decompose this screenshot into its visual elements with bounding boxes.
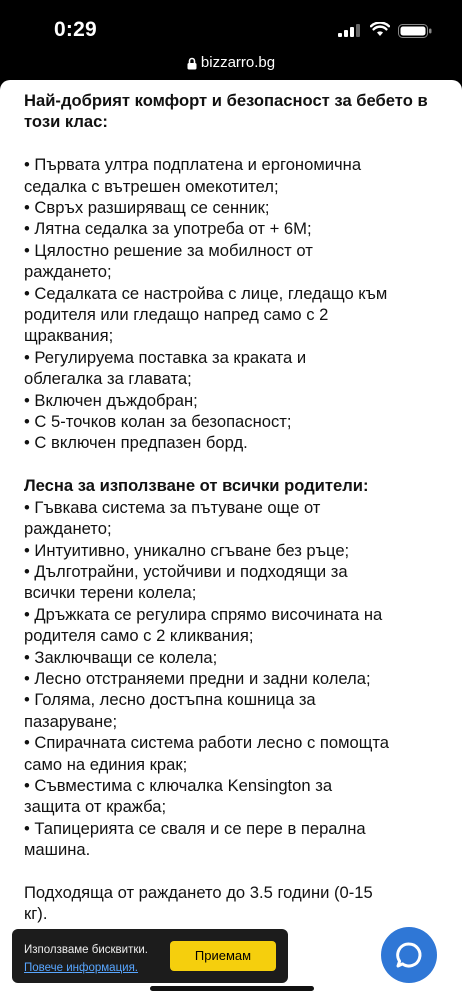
section1-title: Най-добрият комфорт и безопасност за бебето в този клас:: [24, 91, 428, 132]
page-content: [0, 80, 462, 999]
list-item: щраквания;: [24, 326, 114, 346]
wifi-icon: [370, 22, 390, 37]
list-item: • С включен предпазен борд.: [24, 433, 248, 453]
cookie-text: Използваме бисквитки.: [24, 944, 149, 956]
list-item: • Дълготрайни, устойчиви и подходящи за: [24, 561, 348, 581]
status-time: 0:29: [54, 18, 97, 41]
list-item: само на единия крак;: [24, 754, 188, 774]
battery-icon: [398, 24, 432, 38]
list-item: раждането;: [24, 262, 112, 282]
list-item: • Свръх разширяващ се сенник;: [24, 198, 270, 218]
cookie-message: [24, 941, 148, 977]
list-item: машина.: [24, 840, 91, 860]
article-text: [24, 90, 444, 925]
list-item: пазаруване;: [24, 711, 118, 731]
list-item: • Лятна седалка за употреба от + 6М;: [24, 219, 312, 239]
list-item: • Седалката се настройва с лице, гледащо към: [24, 283, 388, 303]
home-indicator: [150, 986, 314, 991]
chat-icon: [394, 940, 424, 970]
list-item: седалка с вътрешен омекотител;: [24, 176, 279, 196]
list-item: • Гъвкава система за пътуване още от: [24, 497, 321, 517]
list-item: всички терени колела;: [24, 583, 197, 603]
footer-line: кг).: [24, 904, 48, 924]
lock-icon: [187, 57, 197, 70]
list-item: • Лесно отстраняеми предни и задни колела;: [24, 668, 371, 688]
cookie-more-info-link[interactable]: Повече информация.: [24, 962, 139, 974]
list-item: • Включен дъждобран;: [24, 390, 198, 410]
cookie-banner: [12, 929, 288, 983]
list-item: • Дръжката се регулира спрямо височината на: [24, 604, 383, 624]
url-text: bizzarro.bg: [200, 54, 276, 71]
section2-title: Лесна за използване от всички родители:: [24, 476, 369, 496]
list-item: • Спирачната система работи лесно с помощта: [24, 733, 389, 753]
list-item: • С 5-точков колан за безопасност;: [24, 412, 292, 432]
list-item: • Голяма, лесно достъпна кошница за: [24, 690, 316, 710]
list-item: • Тапицерията се сваля и се пере в перална: [24, 818, 366, 838]
list-item: • Заключващи се колела;: [24, 647, 218, 667]
list-item: • Интуитивно, уникално сгъване без ръце;: [24, 540, 350, 560]
list-item: • Първата ултра подплатена и ергономична: [24, 155, 362, 175]
list-item: родителя само с 2 кликвания;: [24, 626, 254, 646]
list-item: родителя или гледащо напред само с 2: [24, 305, 329, 325]
list-item: • Цялостно решение за мобилност от: [24, 240, 313, 260]
accept-cookies-button[interactable]: Приемам: [170, 941, 276, 971]
status-bar: [0, 0, 462, 48]
list-item: • Регулируема поставка за краката и: [24, 347, 307, 367]
list-item: • Съвместима с ключалка Kensington за: [24, 775, 333, 795]
footer-line: Подходяща от раждането до 3.5 години (0-15: [24, 882, 373, 902]
chat-button[interactable]: [381, 927, 437, 983]
list-item: облегалка за главата;: [24, 369, 192, 389]
url-bar[interactable]: [0, 48, 462, 80]
signal-icon: [338, 24, 360, 37]
list-item: раждането;: [24, 519, 112, 539]
list-item: защита от кражба;: [24, 797, 167, 817]
